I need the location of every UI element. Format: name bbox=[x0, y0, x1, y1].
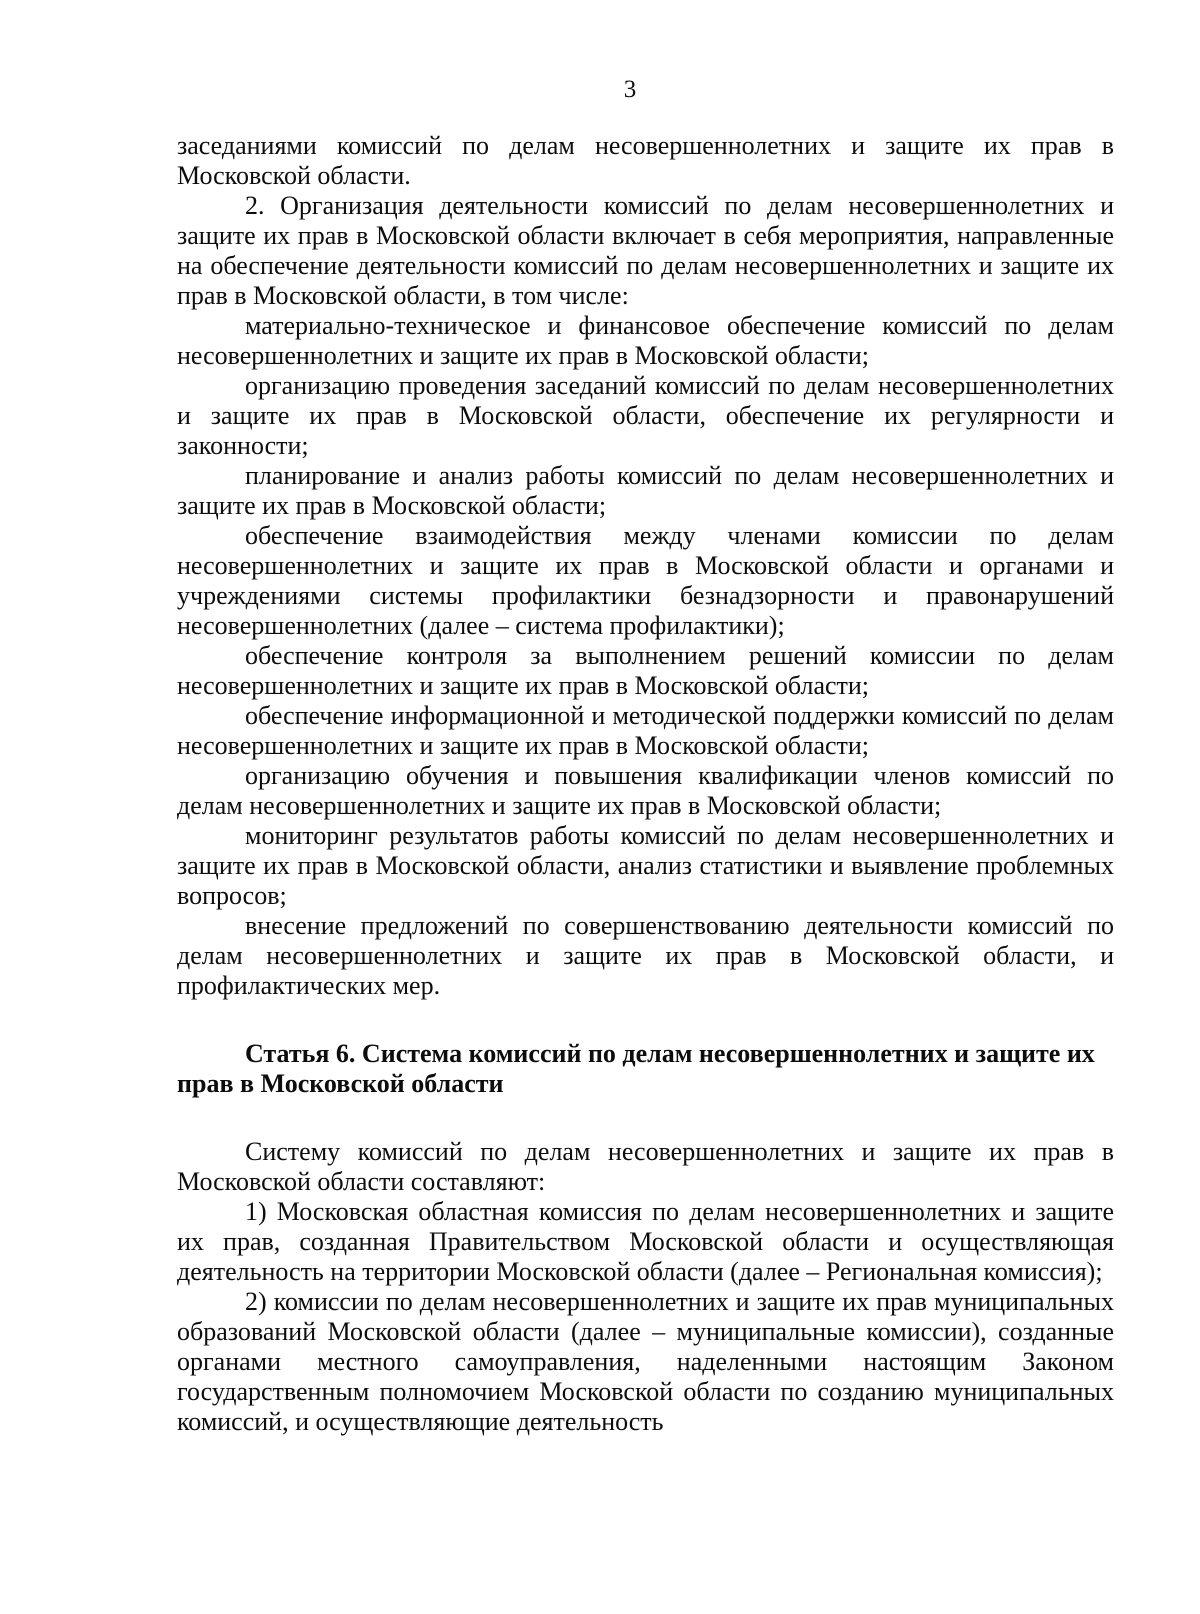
paragraph: материально-техническое и финансовое обеспечение комиссий по делам несовершеннолетних и защите их прав в Московской области; bbox=[177, 311, 1114, 370]
paragraph: внесение предложений по совершенствованию деятельности комиссий по делам несовершеннолетних и защите их прав в Московской области, и профилактических мер. bbox=[177, 911, 1114, 1000]
paragraph: обеспечение контроля за выполнением решений комиссии по делам несовершеннолетних и защите их прав в Московской области; bbox=[177, 641, 1114, 700]
paragraph: организацию обучения и повышения квалификации членов комиссий по делам несовершеннолетних и защите их прав в Московской области; bbox=[177, 761, 1114, 820]
paragraph: планирование и анализ работы комиссий по делам несовершеннолетних и защите их прав в Московской области; bbox=[177, 461, 1114, 520]
document-body bbox=[177, 131, 1114, 1437]
section-before-heading bbox=[177, 131, 1114, 1001]
paragraph: 1) Московская областная комиссия по делам несовершеннолетних и защите их прав, созданная Правительством Московской области и осуществляющая деятельность на территории Московской области (далее – Региональная комиссия); bbox=[177, 1197, 1114, 1286]
page-number: 3 bbox=[623, 76, 637, 103]
paragraph: обеспечение взаимодействия между членами комиссии по делам несовершеннолетних и защите их прав в Московской области и органами и учреждениями системы профилактики безнадзорности и правонарушений несовершеннолетних (далее – система профилактики); bbox=[177, 521, 1114, 640]
paragraph: 2) комиссии по делам несовершеннолетних и защите их прав муниципальных образований Московской области (далее – муниципальные комиссии), созданные органами местного самоуправления, наделенными настоящим Законом государственным полномочием Московской области по созданию муниципальных комиссий, и осуществляющие деятельность bbox=[177, 1287, 1114, 1436]
paragraph: 2. Организация деятельности комиссий по делам несовершеннолетних и защите их прав в Московской области включает в себя мероприятия, направленные на обеспечение деятельности комиссий по делам несовершеннолетних и защите их прав в Московской области, в том числе: bbox=[177, 191, 1114, 310]
paragraph: организацию проведения заседаний комиссий по делам несовершеннолетних и защите их прав в Московской области, обеспечение их регулярности и законности; bbox=[177, 371, 1114, 460]
paragraph: мониторинг результатов работы комиссий по делам несовершеннолетних и защите их прав в Московской области, анализ статистики и выявление проблемных вопросов; bbox=[177, 821, 1114, 910]
section-after-heading bbox=[177, 1137, 1114, 1437]
paragraph: заседаниями комиссий по делам несовершеннолетних и защите их прав в Московской области. bbox=[177, 131, 1114, 190]
article-heading: Статья 6. Система комиссий по делам несовершеннолетних и защите их прав в Московской области bbox=[177, 1039, 1095, 1098]
paragraph: обеспечение информационной и методической поддержки комиссий по делам несовершеннолетних и защите их прав в Московской области; bbox=[177, 701, 1114, 760]
paragraph: Систему комиссий по делам несовершеннолетних и защите их прав в Московской области составляют: bbox=[177, 1137, 1114, 1196]
